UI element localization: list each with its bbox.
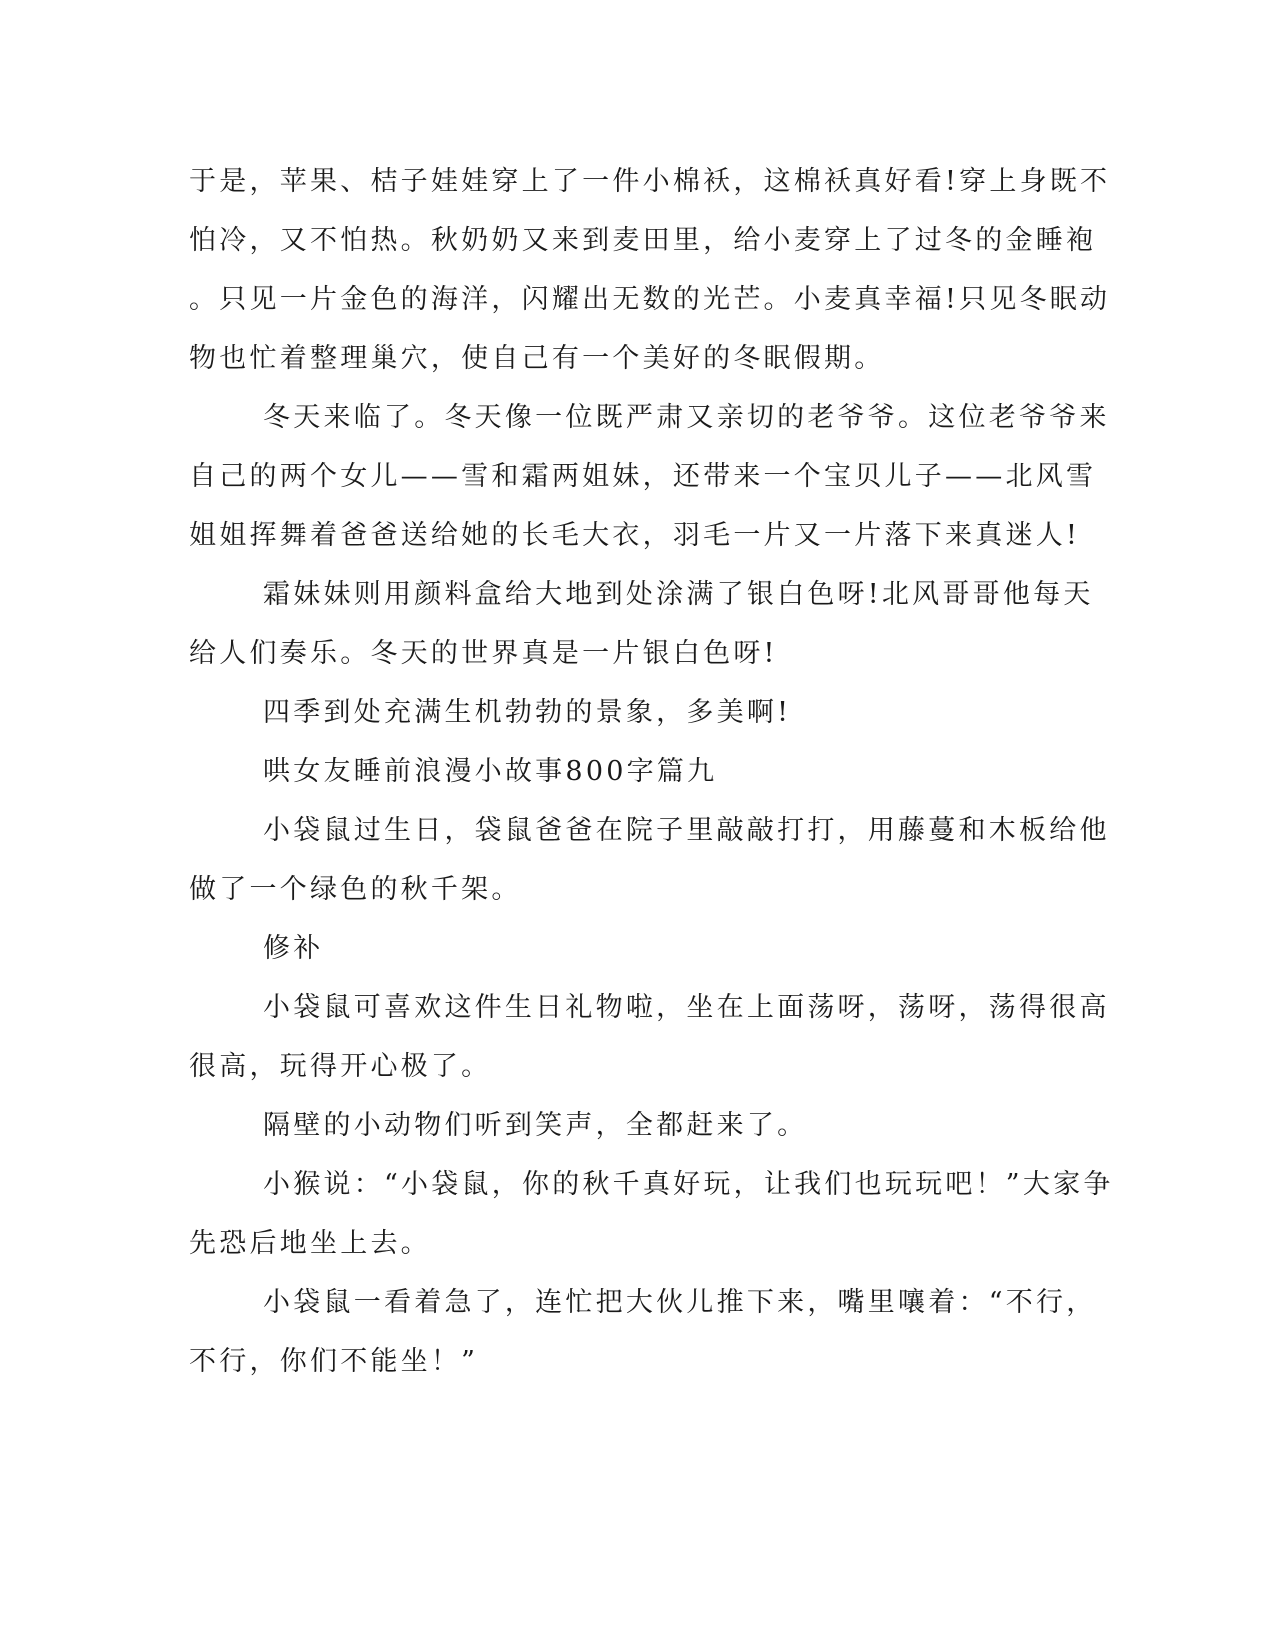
text-line: 不行，你们不能坐！” (189, 1346, 479, 1377)
text-line: 修补 (263, 933, 324, 964)
text-line: 。只见一片金色的海洋，闪耀出无数的光芒。小麦真幸福!只见冬眠动 (189, 284, 1111, 315)
section-heading: 哄女友睡前浪漫小故事800字篇九 (263, 756, 718, 787)
text-line: 隔壁的小动物们听到笑声，全都赶来了。 (263, 1110, 808, 1141)
text-line: 小袋鼠可喜欢这件生日礼物啦，坐在上面荡呀，荡呀，荡得很高 (263, 992, 1110, 1023)
text-line: 于是，苹果、桔子娃娃穿上了一件小棉袄，这棉袄真好看!穿上身既不 (189, 166, 1111, 197)
text-line: 小袋鼠过生日，袋鼠爸爸在院子里敲敲打打，用藤蔓和木板给他 (263, 815, 1110, 846)
text-line: 霜妹妹则用颜料盒给大地到处涂满了银白色呀!北风哥哥他每天 (263, 579, 1094, 610)
text-line: 给人们奏乐。冬天的世界真是一片银白色呀! (189, 638, 778, 669)
text-line: 很高，玩得开心极了。 (189, 1051, 492, 1082)
text-line: 小猴说：“小袋鼠，你的秋千真好玩，让我们也玩玩吧！”大家争 (263, 1169, 1114, 1200)
text-line: 冬天来临了。冬天像一位既严肃又亲切的老爷爷。这位老爷爷来 (263, 402, 1110, 433)
text-line: 姐姐挥舞着爸爸送给她的长毛大衣，羽毛一片又一片落下来真迷人! (189, 520, 1081, 551)
text-line: 怕冷，又不怕热。秋奶奶又来到麦田里，给小麦穿上了过冬的金睡袍 (189, 225, 1097, 256)
text-line: 做了一个绿色的秋千架。 (189, 874, 522, 905)
text-line: 物也忙着整理巢穴，使自己有一个美好的冬眠假期。 (189, 343, 885, 374)
text-line: 自己的两个女儿——雪和霜两姐妹，还带来一个宝贝儿子——北风雪 (189, 461, 1097, 492)
text-line: 先恐后地坐上去。 (189, 1228, 431, 1259)
text-line: 四季到处充满生机勃勃的景象，多美啊! (263, 697, 792, 728)
text-line: 小袋鼠一看着急了，连忙把大伙儿推下来，嘴里嚷着：“不行， (263, 1287, 1097, 1318)
